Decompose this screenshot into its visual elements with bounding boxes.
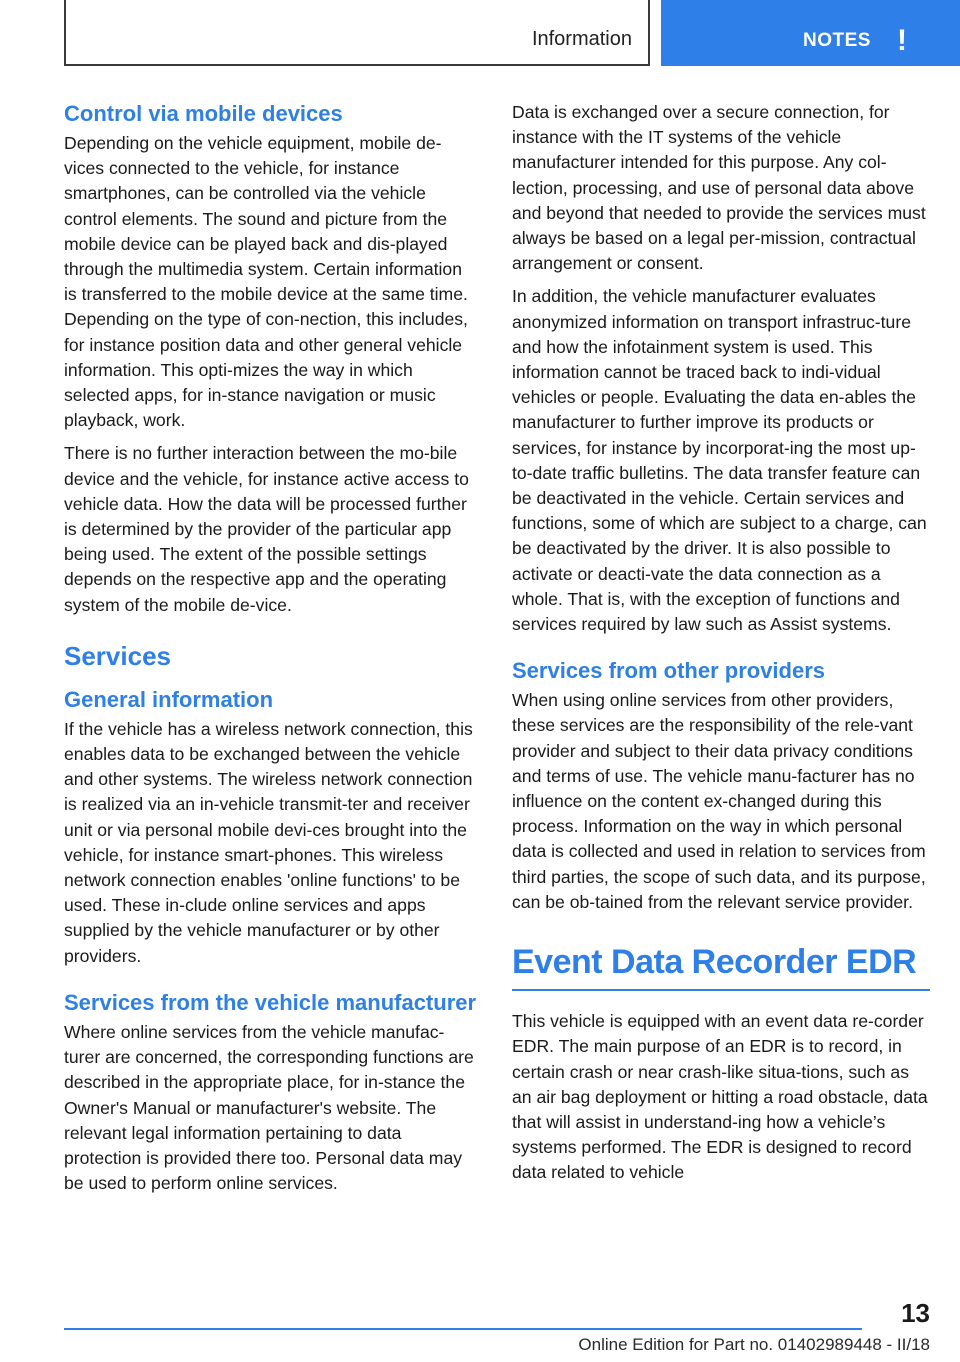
paragraph-data-exchange: Data is exchanged over a secure connection, for instance with the IT systems of the vehicle manufacturer intended for this purpose. Any col-lection, processing, and use of personal data above and beyond that needed to provide the services must always be based on a legal per-mission, contractual arrangement or consent. [512, 102, 926, 274]
header-notes-tab [661, 0, 960, 66]
heading-control-via-mobile-devices: Control via mobile devices [64, 101, 343, 126]
page-number: 13 [901, 1298, 930, 1328]
heading-services-from-manufacturer: Services from the vehicle manufacturer [64, 989, 477, 1015]
exclamation-icon: ! [897, 24, 907, 57]
left-column [64, 100, 479, 1204]
paragraph-mobile-interaction: There is no further interaction between the mo-bile device and the vehicle, for instance active access to vehicle data. How the data will be processed further is determined by the provider of the particular app being used. The extent of the possible settings depends on the respective app and the operating system of the mobile de-vice. [64, 443, 469, 615]
footer-edition: Online Edition for Part no. 01402989448 - II/18 [578, 1335, 930, 1354]
paragraph-edr: This vehicle is equipped with an event data re-corder EDR. The main purpose of an EDR is to record, in certain crash or near crash-like situa-tions, such as an air bag deployment or hitting a road obstacle, data that will assist in understand-ing how a vehicle’s systems performed. The EDR is designed to record data related to vehicle [512, 1011, 928, 1183]
paragraph-general-information: If the vehicle has a wireless network connection, this enables data to be exchanged between the vehicle and other systems. The wireless network connection is realized via an in-vehicle transmit-ter and receiver unit or via personal mobile devi-ces brought into the vehicle, for instance smart-phones. This wireless network connection enables 'online functions' to be used. These in-clude online services and apps supplied by the vehicle manufacturer or by other providers. [64, 718, 473, 966]
header-tab-label: NOTES [803, 30, 871, 51]
header-section-box [64, 0, 650, 66]
footer-divider [64, 1328, 862, 1330]
header-section-title: Information [531, 28, 632, 50]
paragraph-manufacturer-evaluates: In addition, the vehicle manufacturer evaluates anonymized information on transport infrastruc-ture and how the infotainment system is used. This information cannot be traced back to indi-vidual vehicles or people. Evaluating the data en-ables the manufacturer to further improve its products or services, for instance by incorporat-ing the most up-to-date traffic bulletins. The data transfer feature can be deactivated in the vehicle. Certain services and functions, some of which are subject to a charge, can be deactivated by the driver. It is also possible to activate or deacti-vate the data connection as a whole. That is, with the exception of functions and services required by law such as Assist systems. [512, 286, 927, 635]
heading-event-data-recorder: Event Data Recorder EDR [512, 941, 930, 991]
paragraph-mobile-control: Depending on the vehicle equipment, mobile de-vices connected to the vehicle, for instance smartphones, can be controlled via the vehicle control elements. The sound and picture from the mobile device can be played back and dis-played through the multimedia system. Certain information is transferred to the mobile device at the same time. Depending on the type of con-nection, this includes, for instance position data and other general vehicle information. This opti-mizes the way in which selected apps, for in-stance navigation or music playback, work. [64, 133, 468, 431]
heading-general-information: General information [64, 686, 274, 712]
page-header [0, 0, 960, 66]
heading-services-from-other-providers: Services from other providers [512, 658, 826, 684]
paragraph-other-providers: When using online services from other providers, these services are the responsibility of the rele-vant provider and subject to their data privacy conditions and terms of use. The vehicle manu-facturer has no influence on the content ex-changed during this process. Information on the way in which personal data is collected and used in relation to services from third parties, the scope of such data, and its purpose, can be ob-tained from the relevant service provider. [512, 690, 926, 912]
right-column [512, 100, 930, 1194]
paragraph-manufacturer-services: Where online services from the vehicle manufac-turer are concerned, the corresponding functions are described in the appropriate place, for in-stance the Owner's Manual or manufacturer's website. The relevant legal information pertaining to data protection is provided there too. Personal data may be used to perform online services. [64, 1021, 474, 1194]
heading-services: Services [64, 640, 171, 671]
